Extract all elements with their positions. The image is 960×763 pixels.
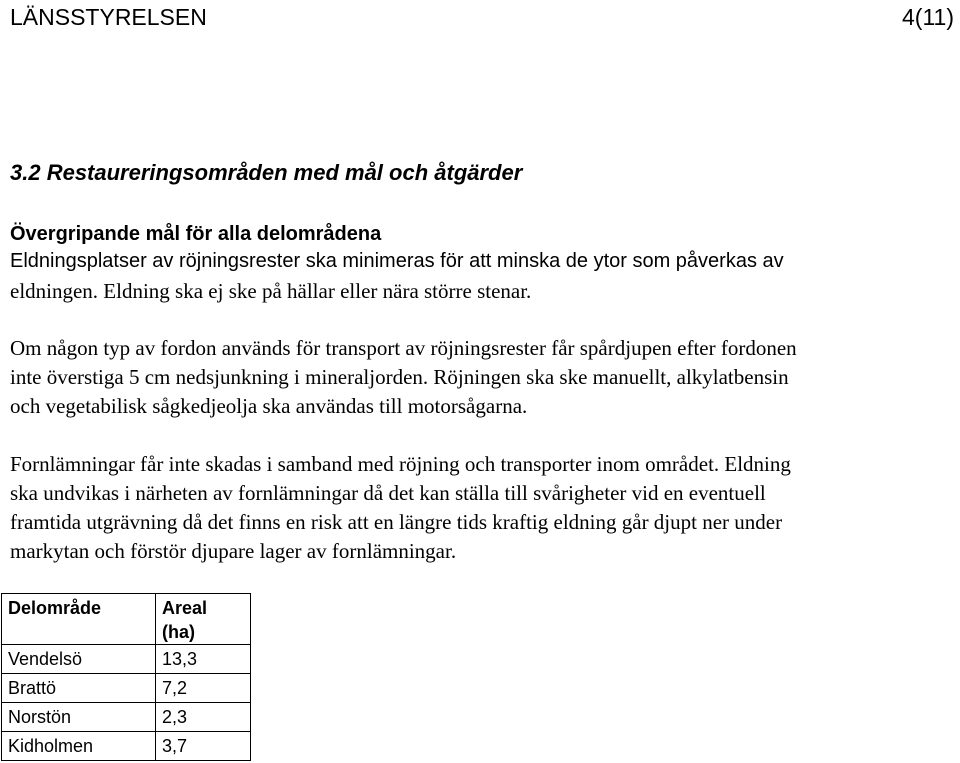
subarea-area: 13,3 (156, 645, 251, 674)
subarea-name: Kidholmen (2, 732, 156, 761)
table-row (2, 703, 251, 732)
subarea-area: 7,2 (156, 674, 251, 703)
subarea-name: Norstön (2, 703, 156, 732)
text-line: framtida utgrävning då det finns en risk att en längre tids kraftig eldning går djupt ner under (10, 510, 783, 534)
table-row (2, 732, 251, 761)
text-line: och vegetabilisk sågkedjeolja ska användas till motorsågarna. (10, 394, 528, 418)
column-header-area (156, 594, 251, 645)
paragraph-vehicles (10, 334, 954, 421)
text-line: Fornlämningar får inte skadas i samband med röjning och transporter inom området. Eldning (10, 452, 791, 476)
area-table (1, 593, 251, 761)
page-number: 4(11) (902, 4, 954, 30)
column-header-subarea: Delområde (2, 594, 156, 645)
paragraph-burning (10, 277, 954, 306)
text-line: inte överstiga 5 cm nedsjunkning i mineraljorden. Röjningen ska ske manuellt, alkylatbensin (10, 365, 789, 389)
table-row (2, 674, 251, 703)
text-line: Eldningsplatser av röjningsrester ska minimeras för att minska de ytor som påverkas av (10, 250, 784, 272)
goals-heading: Övergripande mål för alla delområdena (10, 223, 382, 245)
subarea-name: Brattö (2, 674, 156, 703)
table-header-row (2, 594, 251, 645)
paragraph-ancient-remains (10, 450, 954, 566)
column-header-area-label: Areal (162, 598, 208, 618)
text-line: ska undvikas i närheten av fornlämningar då det kan ställa till svårigheter vid en eventuell (10, 481, 766, 505)
table-row (2, 645, 251, 674)
goals-intro-line (10, 248, 930, 275)
page-header (10, 2, 954, 32)
organization-name: LÄNSSTYRELSEN (10, 4, 207, 30)
section-title: 3.2 Restaureringsområden med mål och åtgärder (10, 160, 523, 185)
text-line: Om någon typ av fordon används för transport av röjningsrester får spårdjupen efter fordonen (10, 336, 797, 360)
text-line: markytan och förstör djupare lager av fornlämningar. (10, 539, 457, 563)
subarea-name: Vendelsö (2, 645, 156, 674)
subarea-area: 3,7 (156, 732, 251, 761)
subarea-area: 2,3 (156, 703, 251, 732)
text-line: eldningen. Eldning ska ej ske på hällar eller nära större stenar. (10, 279, 532, 303)
column-header-area-unit: (ha) (162, 622, 195, 642)
